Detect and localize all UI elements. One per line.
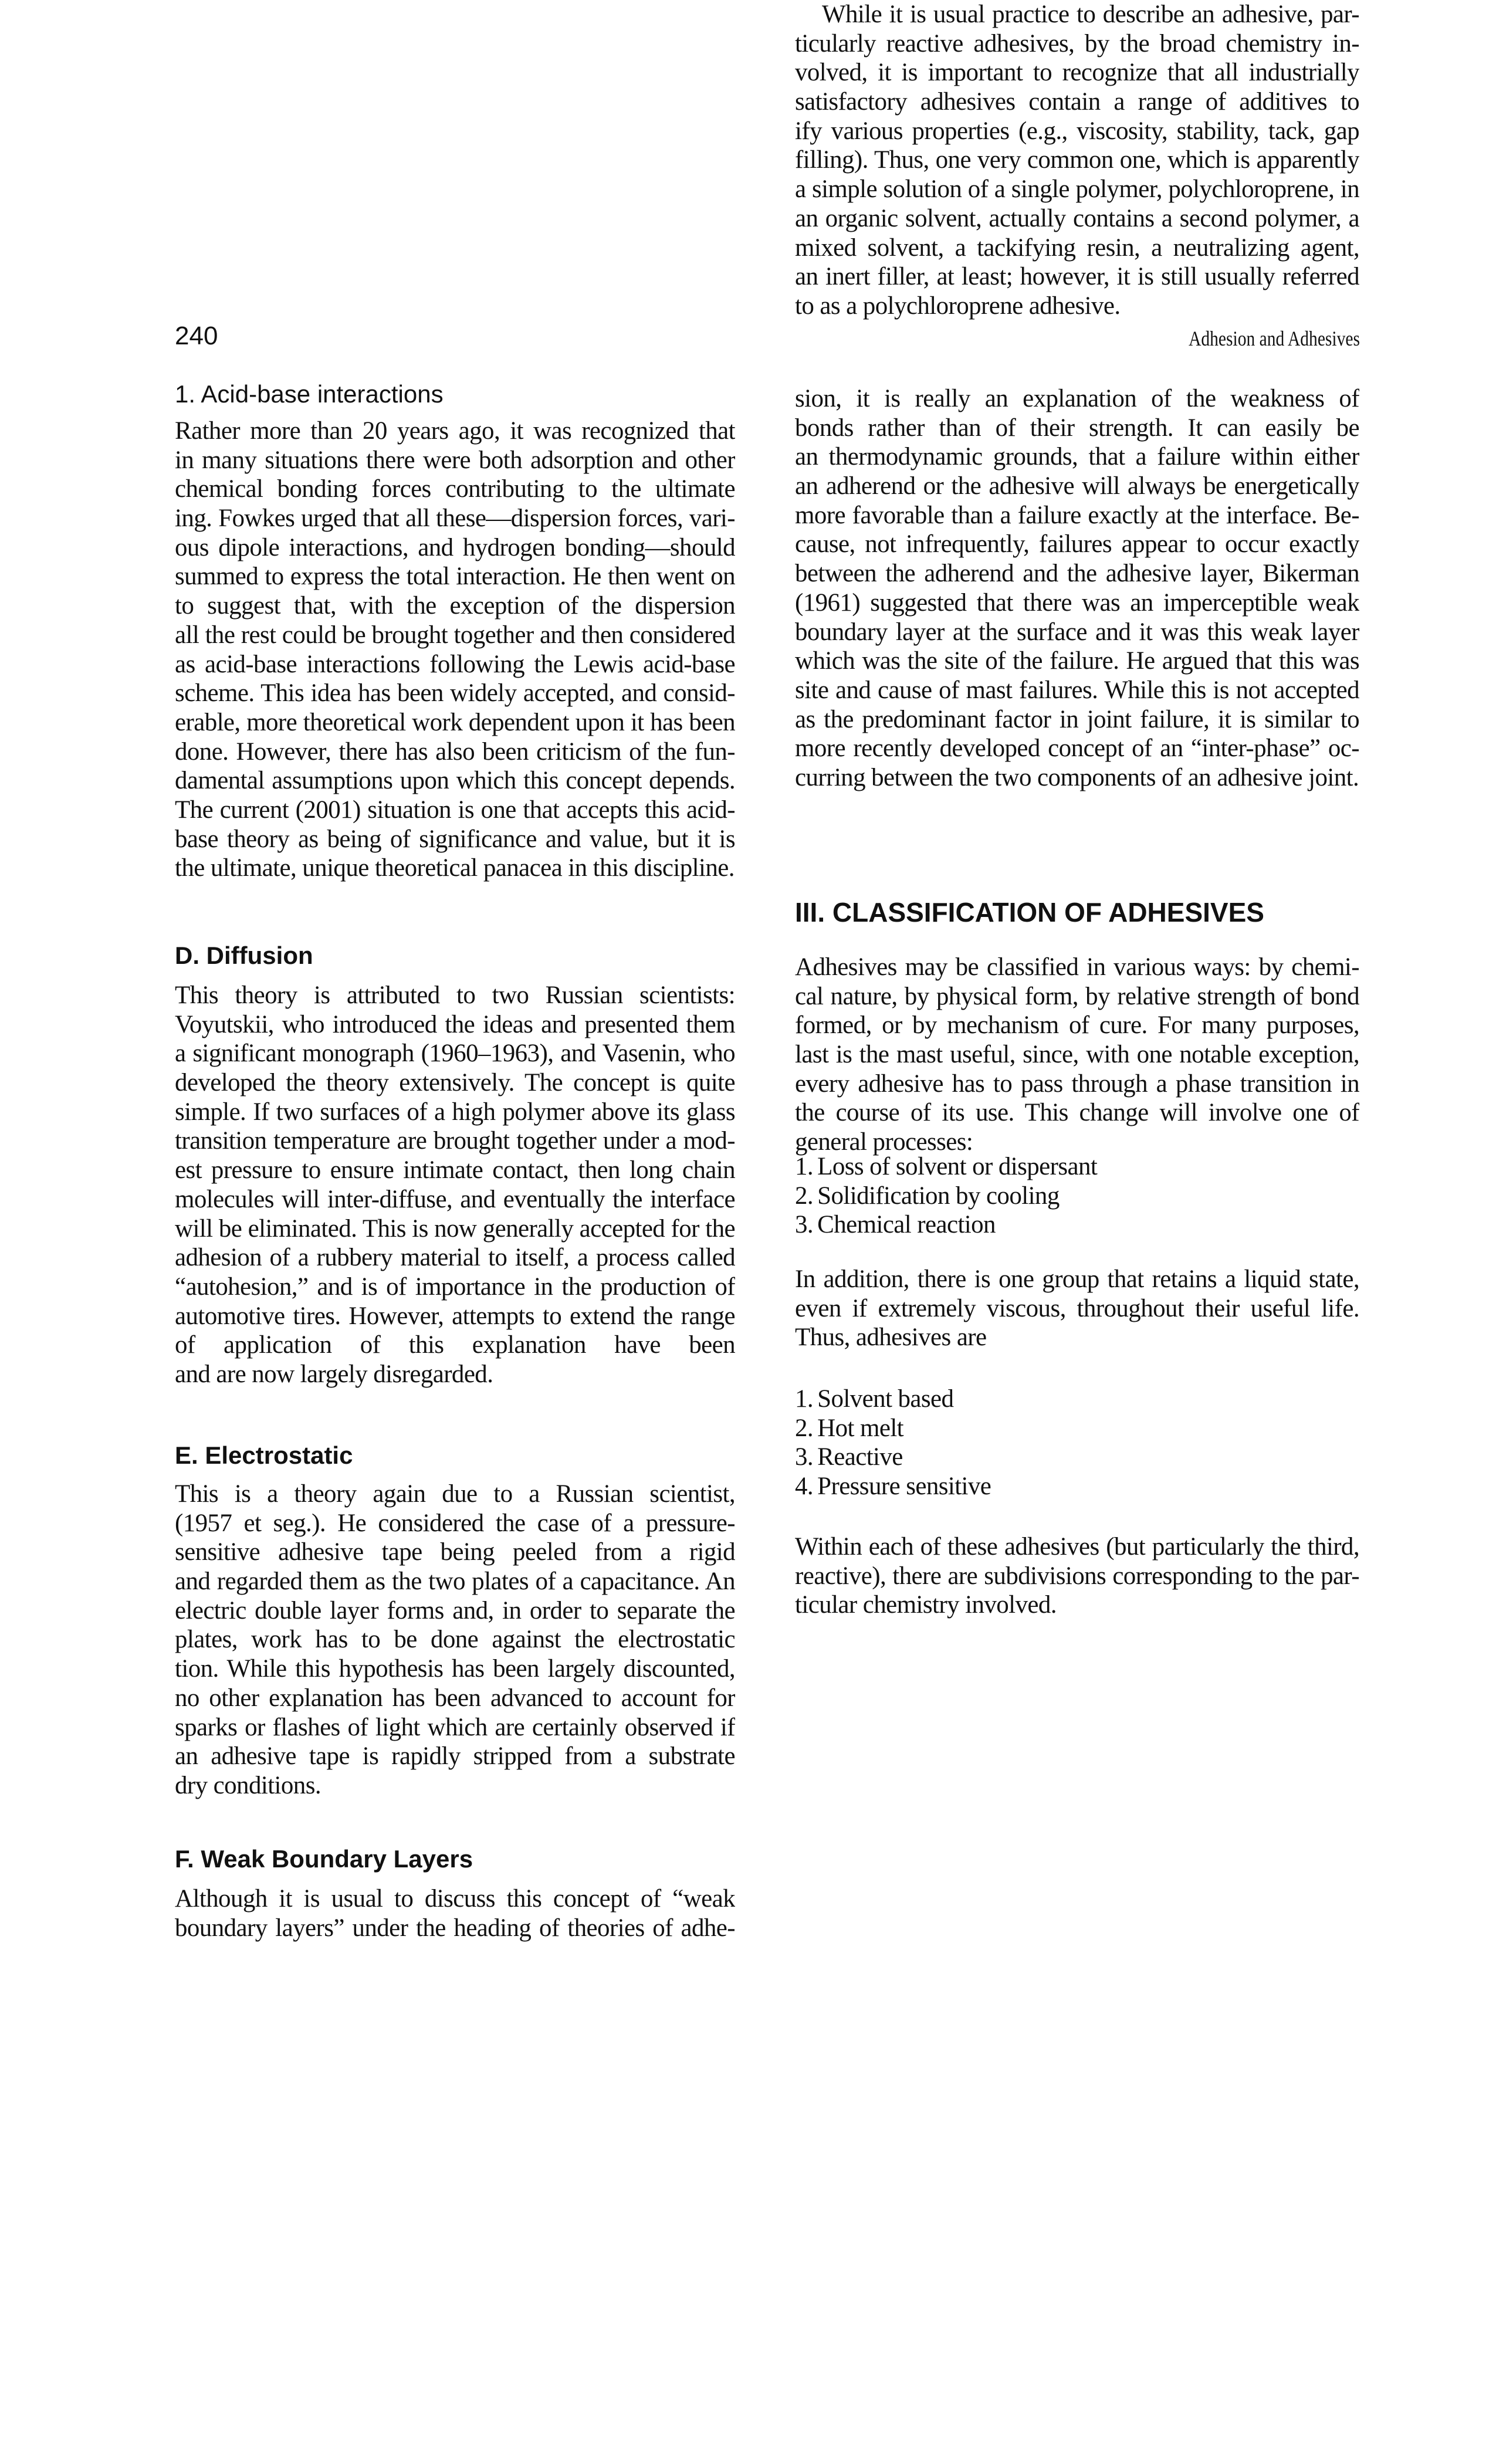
text-line: an adhesive tape is rapidly stripped from a substrate xyxy=(175,1742,735,1771)
text-line: (1957 et seg.). He considered the case of a pressure- xyxy=(175,1509,735,1537)
list-number: 3. xyxy=(795,1211,814,1239)
list-number: 2. xyxy=(795,1414,814,1442)
list-text: Chemical reaction xyxy=(817,1211,996,1239)
paragraph xyxy=(175,1884,735,1942)
text-line: This theory is attributed to two Russian scientists: xyxy=(175,981,735,1009)
text-line: reactive), there are subdivisions corresponding to the par- xyxy=(795,1562,1359,1590)
list-item xyxy=(795,1472,1359,1501)
text-line: even if extremely viscous, throughout their useful life. xyxy=(795,1294,1359,1322)
text-line: Adhesives may be classified in various ways: by chemi- xyxy=(795,953,1359,981)
text-line: a simple solution of a single polymer, polychloroprene, in xyxy=(795,175,1359,204)
text-line: the course of its use. This change will involve one of xyxy=(795,1099,1359,1127)
text-line: every adhesive has to pass through a phase transition in xyxy=(795,1069,1359,1098)
numbered-list xyxy=(795,1385,1359,1501)
paragraph xyxy=(795,953,1359,1157)
list-item xyxy=(795,1385,1359,1414)
text-line: mixed solvent, a tackifying resin, a neutralizing agent, xyxy=(795,233,1359,262)
text-line: and regarded them as the two plates of a capacitance. An xyxy=(175,1568,735,1596)
text-line: all the rest could be brought together and then considered xyxy=(175,621,735,649)
text-line: In addition, there is one group that retains a liquid state, xyxy=(795,1265,1359,1293)
text-line: an inert filler, at least; however, it is still usually referred xyxy=(795,263,1359,291)
text-line: Voyutskii, who introduced the ideas and presented them xyxy=(175,1010,735,1038)
text-line: more favorable than a failure exactly at the interface. Be- xyxy=(795,501,1359,529)
text-line: ticularly reactive adhesives, by the broad chemistry in- xyxy=(795,29,1359,57)
paragraph xyxy=(795,1532,1359,1620)
list-text: Loss of solvent or dispersant xyxy=(817,1153,1098,1180)
list-item xyxy=(795,1443,1359,1472)
text-line: the ultimate, unique theoretical panacea in this discipline. xyxy=(175,854,735,882)
text-line: Although it is usual to discuss this concept of “weak xyxy=(175,1885,735,1913)
section-heading: D. Diffusion xyxy=(175,942,313,969)
list-item xyxy=(795,1152,1359,1182)
text-line: ous dipole interactions, and hydrogen bonding—should xyxy=(175,533,735,561)
text-line: est pressure to ensure intimate contact, then long chain xyxy=(175,1156,735,1184)
text-line: Rather more than 20 years ago, it was recognized that xyxy=(175,417,735,445)
list-number: 3. xyxy=(795,1443,814,1471)
left-column xyxy=(175,0,735,2464)
text-line: transition temperature are brought together under a mod- xyxy=(175,1127,735,1155)
text-line: molecules will inter-diffuse, and eventually the interface xyxy=(175,1185,735,1213)
paragraph xyxy=(795,384,1359,793)
text-line: sion, it is really an explanation of the weakness of xyxy=(795,385,1359,412)
text-line: sparks or flashes of light which are certainly observed if xyxy=(175,1713,735,1741)
list-text: Hot melt xyxy=(817,1414,904,1442)
paragraph xyxy=(795,1265,1359,1352)
text-line: in many situations there were both adsorption and other xyxy=(175,446,735,474)
text-line: satisfactory adhesives contain a range of additives to xyxy=(795,88,1359,116)
text-line: chemical bonding forces contributing to the ultimate xyxy=(175,475,735,503)
text-line: “autohesion,” and is of importance in the production of xyxy=(175,1272,735,1301)
list-item xyxy=(795,1210,1359,1240)
text-line: base theory as being of significance and value, but it is xyxy=(175,825,735,853)
running-head: Adhesion and Adhesives xyxy=(1189,327,1360,350)
text-line: an adherend or the adhesive will always be energetically xyxy=(795,472,1359,500)
list-number: 4. xyxy=(795,1473,814,1501)
text-line: sensitive adhesive tape being peeled from a rigid xyxy=(175,1538,735,1566)
text-line: This is a theory again due to a Russian scientist, xyxy=(175,1480,735,1508)
paragraph xyxy=(175,1480,735,1800)
section-heading: 1. Acid-base interactions xyxy=(175,380,444,408)
text-line: automotive tires. However, attempts to extend the range xyxy=(175,1302,735,1330)
text-line: done. However, there has also been criticism of the fun- xyxy=(175,737,735,766)
text-line: While it is usual practice to describe an adhesive, par- xyxy=(822,1,1359,28)
text-line: boundary layers” under the heading of theories of adhe- xyxy=(175,1914,735,1942)
text-line: dry conditions. xyxy=(175,1771,321,1799)
list-text: Solvent based xyxy=(817,1385,954,1413)
list-text: Solidification by cooling xyxy=(817,1182,1060,1210)
text-line: boundary layer at the surface and it was this weak layer xyxy=(795,618,1359,646)
text-line: developed the theory extensively. The concept is quite xyxy=(175,1069,735,1097)
text-line: ticular chemistry involved. xyxy=(795,1591,1057,1619)
list-number: 1. xyxy=(795,1385,814,1413)
text-line: an thermodynamic grounds, that a failure within either xyxy=(795,443,1359,471)
list-item xyxy=(795,1182,1359,1211)
text-line: which was the site of the failure. He argued that this was xyxy=(795,647,1359,675)
text-line: simple. If two surfaces of a high polymer above its glass xyxy=(175,1098,735,1126)
text-line: as acid-base interactions following the Lewis acid-base xyxy=(175,650,735,678)
text-line: Thus, adhesives are xyxy=(795,1324,987,1352)
text-line: an organic solvent, actually contains a second polymer, a xyxy=(795,204,1359,232)
right-column xyxy=(795,0,1359,2464)
text-line: Within each of these adhesives (but particularly the third, xyxy=(795,1533,1359,1561)
text-line: to suggest that, with the exception of the dispersion xyxy=(175,592,735,620)
text-line: of application of this explanation have been xyxy=(175,1331,735,1359)
section-heading: F. Weak Boundary Layers xyxy=(175,1845,473,1873)
text-line: as the predominant factor in joint failure, it is similar to xyxy=(795,705,1359,733)
text-line: summed to express the total interaction. He then went on xyxy=(175,563,735,591)
text-line: electric double layer forms and, in order to separate the xyxy=(175,1596,735,1624)
text-line: tion. While this hypothesis has been largely discounted, xyxy=(175,1655,735,1683)
text-line: plates, work has to be done against the electrostatic xyxy=(175,1626,735,1654)
page-number: 240 xyxy=(175,321,218,350)
list-item xyxy=(795,1414,1359,1443)
text-line: bonds rather than of their strength. It can easily be xyxy=(795,414,1359,442)
text-line: ify various properties (e.g., viscosity, stability, tack, gap xyxy=(795,117,1359,145)
text-line: curring between the two components of an adhesive joint. xyxy=(795,763,1359,791)
text-line: cause, not infrequently, failures appear to occur exactly xyxy=(795,530,1359,559)
list-text: Pressure sensitive xyxy=(817,1473,991,1501)
paragraph xyxy=(795,0,1359,321)
text-line: filling). Thus, one very common one, which is apparently xyxy=(795,146,1359,174)
text-line: formed, or by mechanism of cure. For many purposes, xyxy=(795,1011,1359,1040)
text-line: to as a polychloroprene adhesive. xyxy=(795,292,1121,320)
text-line: ing. Fowkes urged that all these—dispersion forces, vari- xyxy=(175,505,735,533)
list-number: 2. xyxy=(795,1182,814,1210)
text-line: The current (2001) situation is one that accepts this acid- xyxy=(175,796,735,824)
list-text: Reactive xyxy=(817,1443,903,1471)
text-line: adhesion of a rubbery material to itself, a process called xyxy=(175,1244,735,1272)
text-line: scheme. This idea has been widely accepted, and consid- xyxy=(175,679,735,708)
text-line: last is the mast useful, since, with one notable exception, xyxy=(795,1041,1359,1069)
text-line: between the adherend and the adhesive layer, Bikerman xyxy=(795,560,1359,588)
text-line: no other explanation has been advanced to account for xyxy=(175,1684,735,1712)
text-line: site and cause of mast failures. While this is not accepted xyxy=(795,676,1359,704)
section-heading: E. Electrostatic xyxy=(175,1441,353,1469)
list-number: 1. xyxy=(795,1153,814,1180)
text-line: volved, it is important to recognize that all industrially xyxy=(795,59,1359,87)
paragraph xyxy=(175,981,735,1389)
text-line: and are now largely disregarded. xyxy=(175,1360,493,1388)
text-line: more recently developed concept of an “inter-phase” oc- xyxy=(795,735,1359,763)
section-heading: III. CLASSIFICATION OF ADHESIVES xyxy=(795,897,1264,928)
paragraph xyxy=(175,417,735,883)
numbered-list xyxy=(795,1152,1359,1240)
text-line: general processes: xyxy=(795,1128,973,1156)
text-line: erable, more theoretical work dependent upon it has been xyxy=(175,708,735,736)
text-line: cal nature, by physical form, by relative strength of bond xyxy=(795,982,1359,1010)
text-line: (1961) suggested that there was an imperceptible weak xyxy=(795,588,1359,617)
text-line: a significant monograph (1960–1963), and Vasenin, who xyxy=(175,1040,735,1068)
text-line: will be eliminated. This is now generally accepted for the xyxy=(175,1214,735,1243)
text-line: damental assumptions upon which this concept depends. xyxy=(175,767,735,795)
